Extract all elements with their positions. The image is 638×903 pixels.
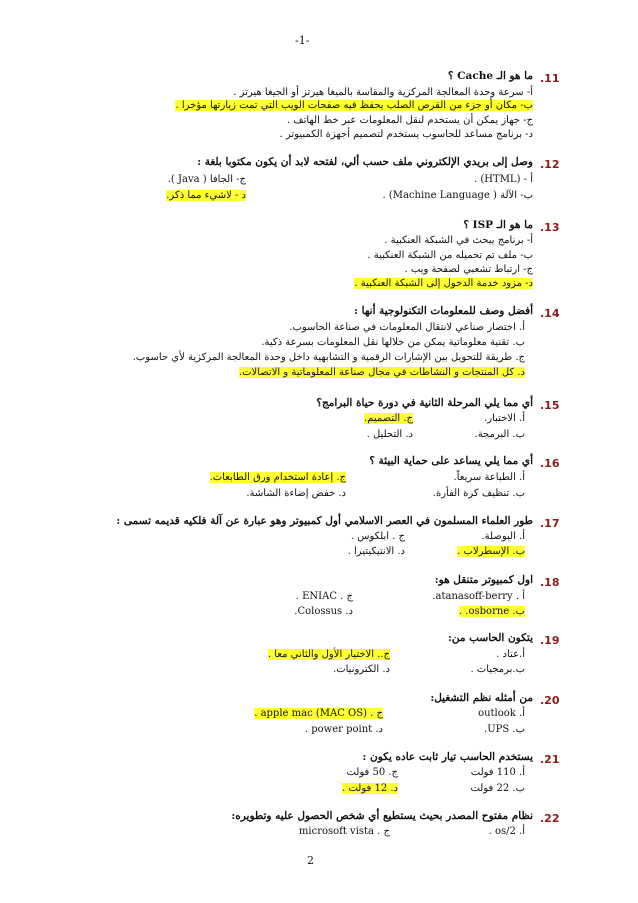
question-text: أي مما يلي المرحلة الثانية في دورة حياة البرامج؟ — [316, 397, 533, 409]
question-text: ما هو الـ Cache ؟ — [447, 70, 533, 82]
option-c: ج- جهاز يمكن أن يستخدم لنقل المعلومات عبر خط الهاتف . — [286, 115, 533, 126]
option-c-correct — [364, 413, 413, 424]
option-d: د. الكترونيات. — [333, 664, 390, 675]
option-d: د. power point . — [304, 724, 383, 735]
option-a: أ.عتاد . — [496, 649, 525, 660]
option-c-correct: ج. إعادة استخدام ورق الطابعات. — [209, 472, 346, 483]
answer-highlight: ج.. الاختيار الأول والثاني معا . — [267, 649, 390, 660]
question-number: .15 — [540, 399, 560, 412]
question-text: طور العلماء المسلمون في العصر الاسلامي أول كمبيوتر وهو عبارة عن آلة فلكيه قديمه تسمى : — [116, 515, 533, 527]
option-a: أ. os/2 . — [488, 826, 525, 837]
option-a: أ. اختصار صناعي لانتقال المعلومات في صناعة الحاسوب. — [289, 322, 525, 333]
question-text: وصل إلى بريدي الإلكتروني ملف حسب ألي، لفتحه لابد أن يكون مكتوبا بلغة : — [197, 156, 533, 168]
option-a: أ. 110 فولت — [470, 767, 525, 778]
option-a: أ. الاختبار. — [484, 413, 525, 424]
option-b: ب- الآلة ( Machine Language) . — [382, 190, 533, 201]
option-c: ج. 50 فولت — [346, 767, 398, 778]
option-b-correct: ب- مكان أو جزء من القرص الصلب يحفظ فيه صفحات الويب التي تمت زيارتها مؤخرا . — [175, 100, 533, 111]
answer-highlight: د. 12 فولت . — [342, 783, 398, 794]
question-text: يتكون الحاسب من: — [447, 632, 533, 644]
question-text: أفضل وصف للمعلومات التكنولوجية أنها : — [354, 305, 533, 317]
option-c: ج . microsoft vista — [298, 826, 390, 837]
option-c: ج- الجافا ( Java ). — [167, 174, 246, 185]
question-number: .12 — [540, 158, 560, 171]
question-number: .11 — [540, 72, 560, 85]
option-d: د. Colossus. — [294, 606, 353, 617]
option-a: أ- سرعة وحدة المعالجة المركزية والمقاسة بالميغا هيرتز أو الجيغا هيرتز . — [233, 87, 533, 98]
question-number: .20 — [540, 694, 560, 707]
option-b: ب. 22 فولت — [470, 783, 525, 794]
question-text: نظام مفتوح المصدر بحيث يستطيع أي شخص الحصول عليه وتطويره: — [231, 810, 533, 822]
option-c: ج. طريقة للتحويل بين الإشارات الرقمية و التشابهية داخل وحدة المعالجة المركزية لأي حاسوب. — [132, 352, 525, 363]
option-b-correct: ب. osborne. . — [458, 606, 525, 617]
option-c: ج- ارتباط تشعبي لصفحة ويب . — [404, 264, 533, 275]
question-text: ما هو الـ ISP ؟ — [463, 219, 533, 231]
page-marker: -1- — [295, 34, 310, 47]
option-a: أ . atanasoff-berry. — [432, 591, 525, 602]
option-b: ب. تنظيف كرة الفأرة. — [432, 488, 525, 499]
option-d: د. خفض إضاءة الشاشة. — [246, 488, 346, 499]
option-d-correct: د - لاشيء مما ذكر. — [166, 190, 246, 201]
option-d: د. التحليل . — [366, 429, 413, 440]
option-d-correct: د. كل المنتجات و النشاطات في مجال صناعة المعلوماتية و الاتصالات. — [238, 367, 525, 378]
answer-highlight: ج. التصميم. — [364, 413, 413, 424]
option-d-correct — [342, 783, 398, 794]
option-d-correct: د- مزود خدمة الدخول إلى الشبكة العنكبية . — [354, 278, 533, 289]
question-text: اول كمبيوتر متنقل هو: — [434, 574, 533, 586]
question-text: أي مما يلي يساعد على حماية البيئة ؟ — [369, 455, 533, 467]
question-text: يستخدم الحاسب تيار ثابت عاده يكون : — [362, 751, 533, 763]
question-number: .14 — [540, 307, 560, 320]
option-b: ب. البرمجة. — [474, 429, 525, 440]
question-number: .21 — [540, 753, 560, 766]
question-number: .19 — [540, 634, 560, 647]
option-c-correct — [254, 708, 383, 719]
option-c: ج . ابلكوس . — [350, 531, 405, 542]
option-b: ب. تقنية معلوماتية يمكن من خلالها نقل المعلومات بسرعة ذكية. — [261, 337, 525, 348]
option-b: ب. UPS. — [484, 724, 525, 735]
question-number: .16 — [540, 457, 560, 470]
option-a: أ. البوصلة. — [481, 531, 525, 542]
option-b-correct: ب. الإسطرلاب . — [457, 546, 525, 557]
option-a: أ - (HTML) . — [474, 174, 533, 185]
option-a: أ. outlook — [478, 708, 525, 719]
option-c: ج . ENIAC . — [295, 591, 353, 602]
question-number: .13 — [540, 221, 560, 234]
option-d: د. الانتيكيتيرا . — [347, 546, 405, 557]
question-text: من أمثله نظم التشغيل: — [430, 692, 533, 704]
answer-highlight: ج . apple mac (MAC OS) . — [254, 708, 383, 719]
option-b: ب.برمجيات . — [470, 664, 525, 675]
option-c-correct — [268, 649, 390, 660]
question-number: .18 — [540, 576, 560, 589]
question-number: .17 — [540, 517, 560, 530]
option-d: د- برنامج مساعد للحاسوب يستخدم لتصميم أجهزة الكمبيوتر . — [279, 129, 533, 140]
option-a: أ. الطباعة سريعاً. — [453, 472, 525, 483]
option-b: ب- ملف تم تحميله من الشبكة العنكبية . — [367, 250, 533, 261]
page-number: 2 — [307, 854, 314, 867]
option-a: أ- برنامج يبحث في الشبكة العنكبية . — [384, 235, 533, 246]
question-number: .22 — [540, 812, 560, 825]
